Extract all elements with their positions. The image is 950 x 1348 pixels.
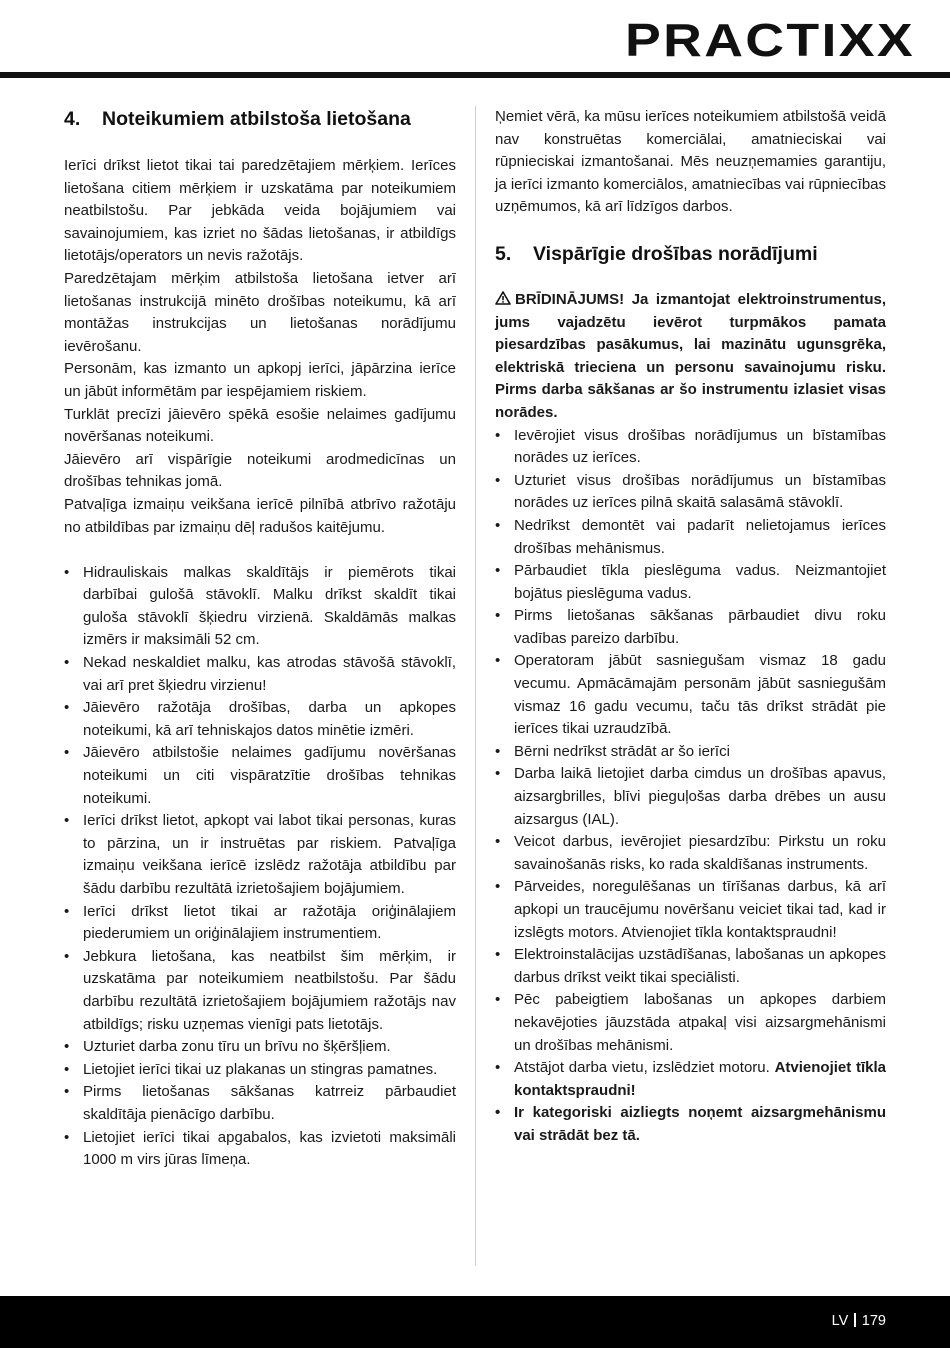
list-item: • Hidrauliskais malkas skaldītājs ir piemērots tikai darbībai gulošā stāvoklī. Malku drīkst skaldīt tikai guloša stāvoklī šķiedru virzienā. Skaldāmās malkas izmērs ir maksimāli 52 cm. xyxy=(64,563,456,649)
list-item: • Jāievēro ražotāja drošības, darba un apkopes noteikumi, kā arī tehniskajos datos minētie izmēri. xyxy=(64,699,456,739)
list-item: • Lietojiet ierīci tikai uz plakanas un stingras pamatnes. xyxy=(64,1060,438,1078)
list-item: • Ierīci drīkst lietot, apkopt vai labot tikai personas, kuras to pārzina, un ir instruētas par riskiem. Patvaļīga izmaiņu veikšana ierīcē izslēdz ražotāja atbildību par šādu darbību rezultātā izrietošajiem bojājumiem. xyxy=(64,812,456,897)
list-item: • Pirms lietošanas sākšanas katrreiz pārbaudiet skaldītāja pienācīgo darbību. xyxy=(64,1083,456,1123)
list-item: • Ievērojiet visus drošības norādījumus un bīstamības norādes uz ierīces. xyxy=(495,426,886,467)
usage-bullet-list xyxy=(64,562,456,1172)
list-item: • Uzturiet darba zonu tīru un brīvu no šķēršļiem. xyxy=(64,1038,391,1056)
section-number: 5. xyxy=(495,242,512,265)
language-code: LV xyxy=(831,1313,849,1329)
paragraph: Turklāt precīzi jāievēro spēkā esošie nelaimes gadījumu novēršanas noteikumi. xyxy=(64,405,456,446)
list-item: • Uzturiet visus drošības norādījumus un bīstamības norādes uz ierīces pilnā skaitā salasāmā stāvoklī. xyxy=(495,471,886,512)
page-number: 179 xyxy=(861,1313,886,1329)
list-item: • Pēc pabeigtiem labošanas un apkopes darbiem nekavējoties jāuzstāda atpakaļ visi aizsargmehānismi un drošības mehānismi. xyxy=(495,991,886,1054)
warning-paragraph xyxy=(495,289,886,425)
paragraph: Personām, kas izmanto un apkopj ierīci, jāpārzina ierīce un jābūt informētām par iespējamiem riskiem. xyxy=(64,360,456,400)
page-indicator xyxy=(832,1310,886,1332)
list-item: • Elektroinstalācijas uzstādīšanas, labošanas un apkopes darbus drīkst veikt tikai speciālisti. xyxy=(495,946,886,986)
list-item: • Pārveides, noregulēšanas un tīrīšanas darbus, kā arī apkopi un traucējumu novēršanu veiciet tikai tad, kad ir izslēgts motors. Atvienojiet tīkla kontaktspraudni! xyxy=(495,878,886,941)
paragraph: Paredzētajam mērķim atbilstoša lietošana ietver arī lietošanas instrukcijā minēto drošības noteikumu, kā arī montāžas instrukcijas un lietošanas norādījumu ievērošanu. xyxy=(64,269,456,355)
section-title: Noteikumiem atbilstoša lietošana xyxy=(102,108,411,130)
list-item: • Bērni nedrīkst strādāt ar šo ierīci xyxy=(495,742,730,760)
list-item: • Jāievēro atbilstošie nelaimes gadījumu novēršanas noteikumi un citi vispāratzītie drošības tehnikas noteikumi. xyxy=(64,744,456,807)
section-title: Vispārīgie drošības norādījumi xyxy=(533,242,818,265)
page-footer xyxy=(0,1296,950,1348)
list-item: • Jebkura lietošana, kas neatbilst šim mērķim, ir uzskatāma par noteikumiem neatbilstošu. Par šādu darbību rezultātā izrietošajiem bojājumiem ražotājs nav atbildīgs; risku uzņemas vienīgi pats lietotājs. xyxy=(64,947,456,1033)
list-item: • Atstājot darba vietu, izslēdziet motoru. Atvienojiet tīkla kontaktspraudni! xyxy=(495,1059,887,1099)
column-divider xyxy=(475,106,476,1266)
list-item: • Pārbaudiet tīkla pieslēguma vadus. Neizmantojiet bojātus pieslēguma vadus. xyxy=(495,562,886,602)
warning-text: BRĪDINĀJUMS! Ja izmantojat elektroinstrumentus, jums vajadzētu ievērot turpmākos pamata piesardzības pasākumus, lai mazinātu ugunsgrēka, elektriskā trieciena un personu savainojumu risku. Pirms darba sākšanas ar šo instrumentu izlasiet visas norādes. xyxy=(495,290,886,421)
list-item: • Darba laikā lietojiet darba cimdus un drošības apavus, aizsargbrilles, blīvi pieguļošas darba drēbes un ausu aizsargus (IAL). xyxy=(495,765,886,828)
list-item: • Ierīci drīkst lietot tikai ar ražotāja oriģinālajiem piederumiem un oriģinālajiem instrumentiem. xyxy=(64,902,456,943)
warning-triangle-icon xyxy=(495,291,511,305)
list-item: • Nekad neskaldiet malku, kas atrodas stāvošā stāvoklī, vai arī pret šķiedru virzienu! xyxy=(64,654,456,694)
svg-text:PRACTIXX: PRACTIXX xyxy=(625,14,915,66)
list-item: • Veicot darbus, ievērojiet piesardzību: Pirkstu un roku savainošanās risks, ko rada skaldīšanas instruments. xyxy=(495,833,886,873)
section-4-heading xyxy=(64,106,456,132)
left-column xyxy=(64,106,456,1172)
paragraph: Ierīci drīkst lietot tikai tai paredzētajiem mērķiem. Ierīces lietošana citiem mērķiem ir uzskatāma par noteikumiem neatbilstošu. Par jebkāda veida bojājumiem vai savainojumiem, kas izriet no šādas lietošanas, ir atbildīgs lietotājs/operators un nevis ražotājs. xyxy=(64,157,456,265)
section-5-heading xyxy=(495,241,886,267)
list-item: • Ir kategoriski aizliegts noņemt aizsargmehānismu vai strādāt bez tā. xyxy=(495,1104,886,1144)
list-item: • Nedrīkst demontēt vai padarīt nelietojamus ierīces drošības mehānismus. xyxy=(495,516,886,557)
right-column xyxy=(495,106,886,1148)
paragraph: Jāievēro arī vispārīgie noteikumi arodmedicīnas un drošības tehnikas jomā. xyxy=(64,450,456,491)
list-item: • Operatoram jābūt sasniegušam vismaz 18 gadu vecumu. Apmācāmajām personām jābūt sasniegušām vismaz 16 gadu vecumu, taču tās drīkst strādāt pie ierīces tikai uzraudzībā. xyxy=(495,652,886,738)
list-item: • Lietojiet ierīci tikai apgabalos, kas izvietoti maksimāli 1000 m virs jūras līmeņa. xyxy=(64,1128,456,1169)
safety-bullet-list xyxy=(495,425,886,1148)
section-number: 4. xyxy=(64,108,81,130)
header-rule xyxy=(0,72,950,78)
paragraph: Patvaļīga izmaiņu veikšana ierīcē pilnībā atbrīvo ražotāju no atbildības par izmaiņu dēļ radušos kaitējumu. xyxy=(64,495,456,536)
practixx-logo xyxy=(625,10,920,70)
list-item: • Pirms lietošanas sākšanas pārbaudiet divu roku vadības pareizo darbību. xyxy=(495,607,886,647)
intro-paragraph: Ņemiet vērā, ka mūsu ierīces noteikumiem atbilstošā veidā nav konstruētas komerciālai, amatnieciskai vai rūpnieciskai izmantošanai. Mēs neuzņemamies garantiju, ja ierīci izmanto komerciālos, amatniecības vai rūpniecības uzņēmumos, kā arī līdzīgos darbos. xyxy=(495,108,887,216)
